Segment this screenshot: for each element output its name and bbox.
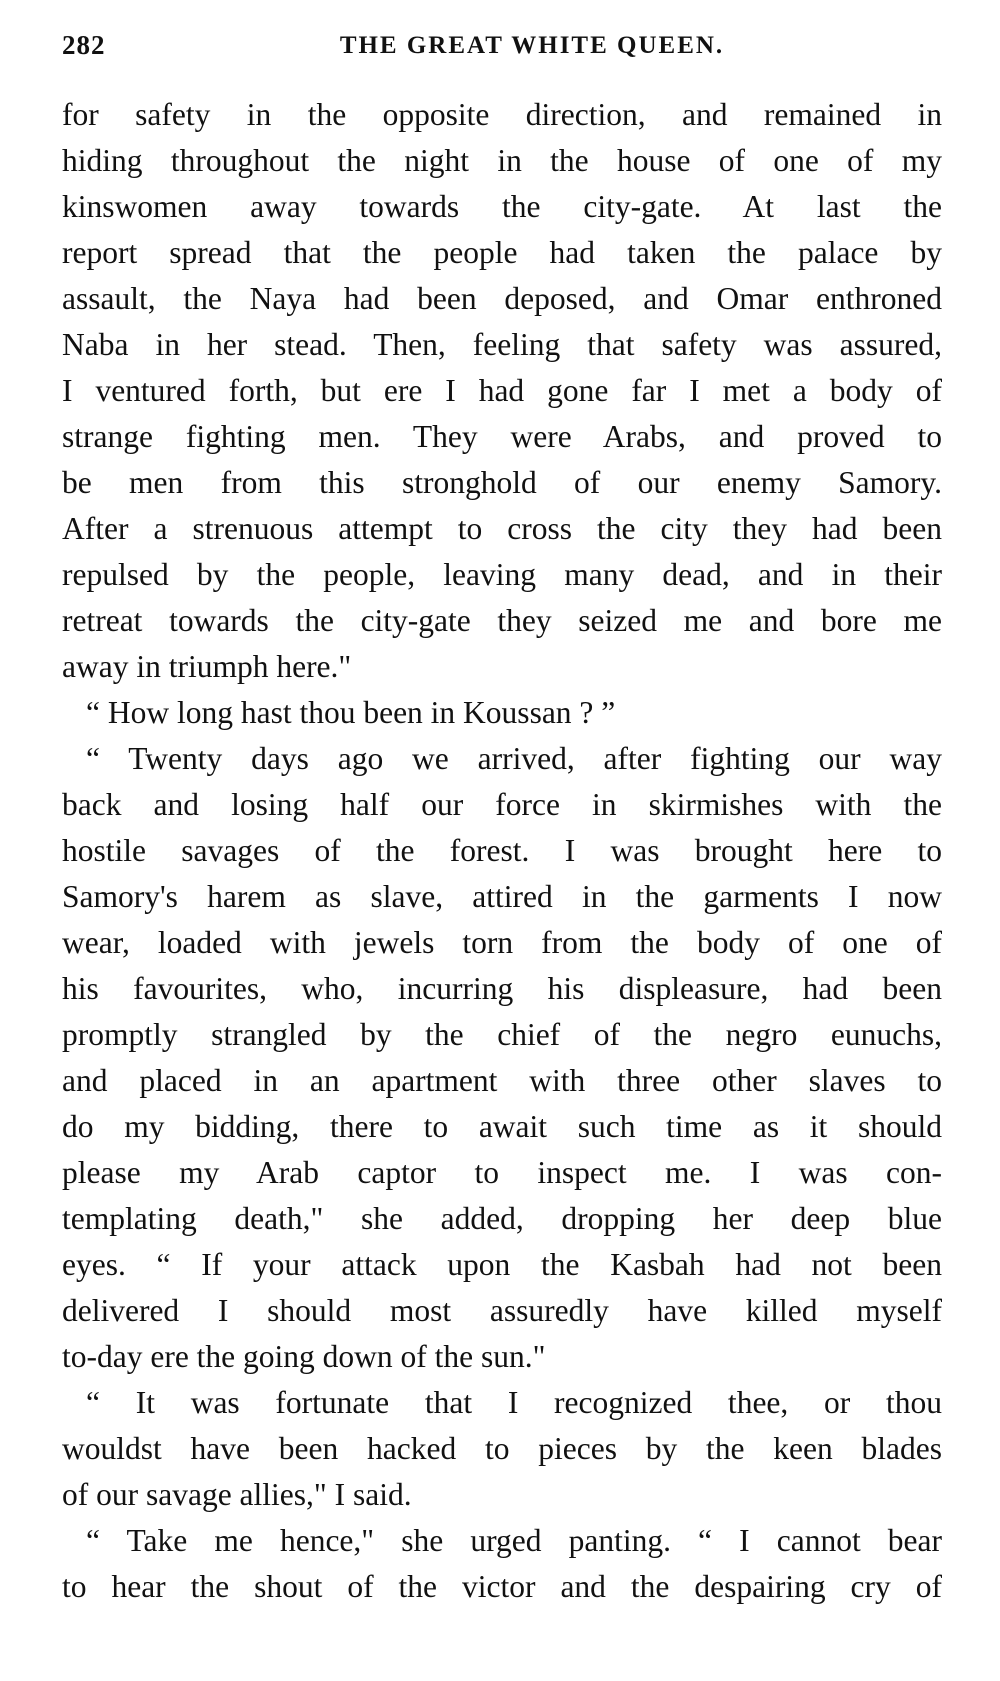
- text-line: “ How long hast thou been in Koussan ? ”: [86, 695, 616, 730]
- text-line: templating death," she added, dropping her deep blue: [62, 1201, 942, 1236]
- text-line: “ Take me hence," she urged panting. “ I cannot bear: [86, 1523, 942, 1558]
- running-head: [62, 30, 942, 70]
- text-line: to hear the shout of the victor and the despairing cry of: [62, 1569, 942, 1604]
- text-line: wear, loaded with jewels torn from the body of one of: [62, 925, 942, 960]
- text-line: back and losing half our force in skirmishes with the: [62, 787, 942, 822]
- text-body: [62, 92, 942, 1610]
- page-number: 282: [62, 30, 106, 60]
- text-line: Naba in her stead. Then, feeling that safety was assured,: [62, 327, 942, 362]
- text-line: “ Twenty days ago we arrived, after fighting our way: [86, 741, 942, 776]
- text-line: his favourites, who, incurring his displeasure, had been: [62, 971, 942, 1006]
- text-line: eyes. “ If your attack upon the Kasbah had not been: [62, 1247, 942, 1282]
- text-line: kinswomen away towards the city-gate. At last the: [62, 189, 942, 224]
- text-line: of our savage allies," I said.: [62, 1477, 412, 1512]
- text-line: promptly strangled by the chief of the negro eunuchs,: [62, 1017, 942, 1052]
- text-line: to-day ere the going down of the sun.": [62, 1339, 546, 1374]
- text-line: repulsed by the people, leaving many dead, and in their: [62, 557, 942, 592]
- text-line: do my bidding, there to await such time as it should: [62, 1109, 942, 1144]
- text-line: Samory's harem as slave, attired in the garments I now: [62, 879, 942, 914]
- text-line: for safety in the opposite direction, and remained in: [62, 97, 942, 132]
- text-line: delivered I should most assuredly have killed myself: [62, 1293, 942, 1328]
- text-line: please my Arab captor to inspect me. I was con-: [62, 1155, 942, 1190]
- text-line: strange fighting men. They were Arabs, and proved to: [62, 419, 942, 454]
- text-line: retreat towards the city-gate they seized me and bore me: [62, 603, 942, 638]
- text-line: wouldst have been hacked to pieces by the keen blades: [62, 1431, 942, 1466]
- text-line: report spread that the people had taken the palace by: [62, 235, 942, 270]
- text-line: hiding throughout the night in the house of one of my: [62, 143, 942, 178]
- text-line: away in triumph here.": [62, 649, 352, 684]
- text-line: After a strenuous attempt to cross the city they had been: [62, 511, 942, 546]
- text-line: be men from this stronghold of our enemy Samory.: [62, 465, 942, 500]
- text-line: hostile savages of the forest. I was brought here to: [62, 833, 942, 868]
- text-line: I ventured forth, but ere I had gone far I met a body of: [62, 373, 942, 408]
- text-line: and placed in an apartment with three other slaves to: [62, 1063, 942, 1098]
- running-title: THE GREAT WHITE QUEEN.: [339, 32, 725, 59]
- text-line: assault, the Naya had been deposed, and Omar enthroned: [62, 281, 942, 316]
- text-line: “ It was fortunate that I recognized thee, or thou: [86, 1385, 942, 1420]
